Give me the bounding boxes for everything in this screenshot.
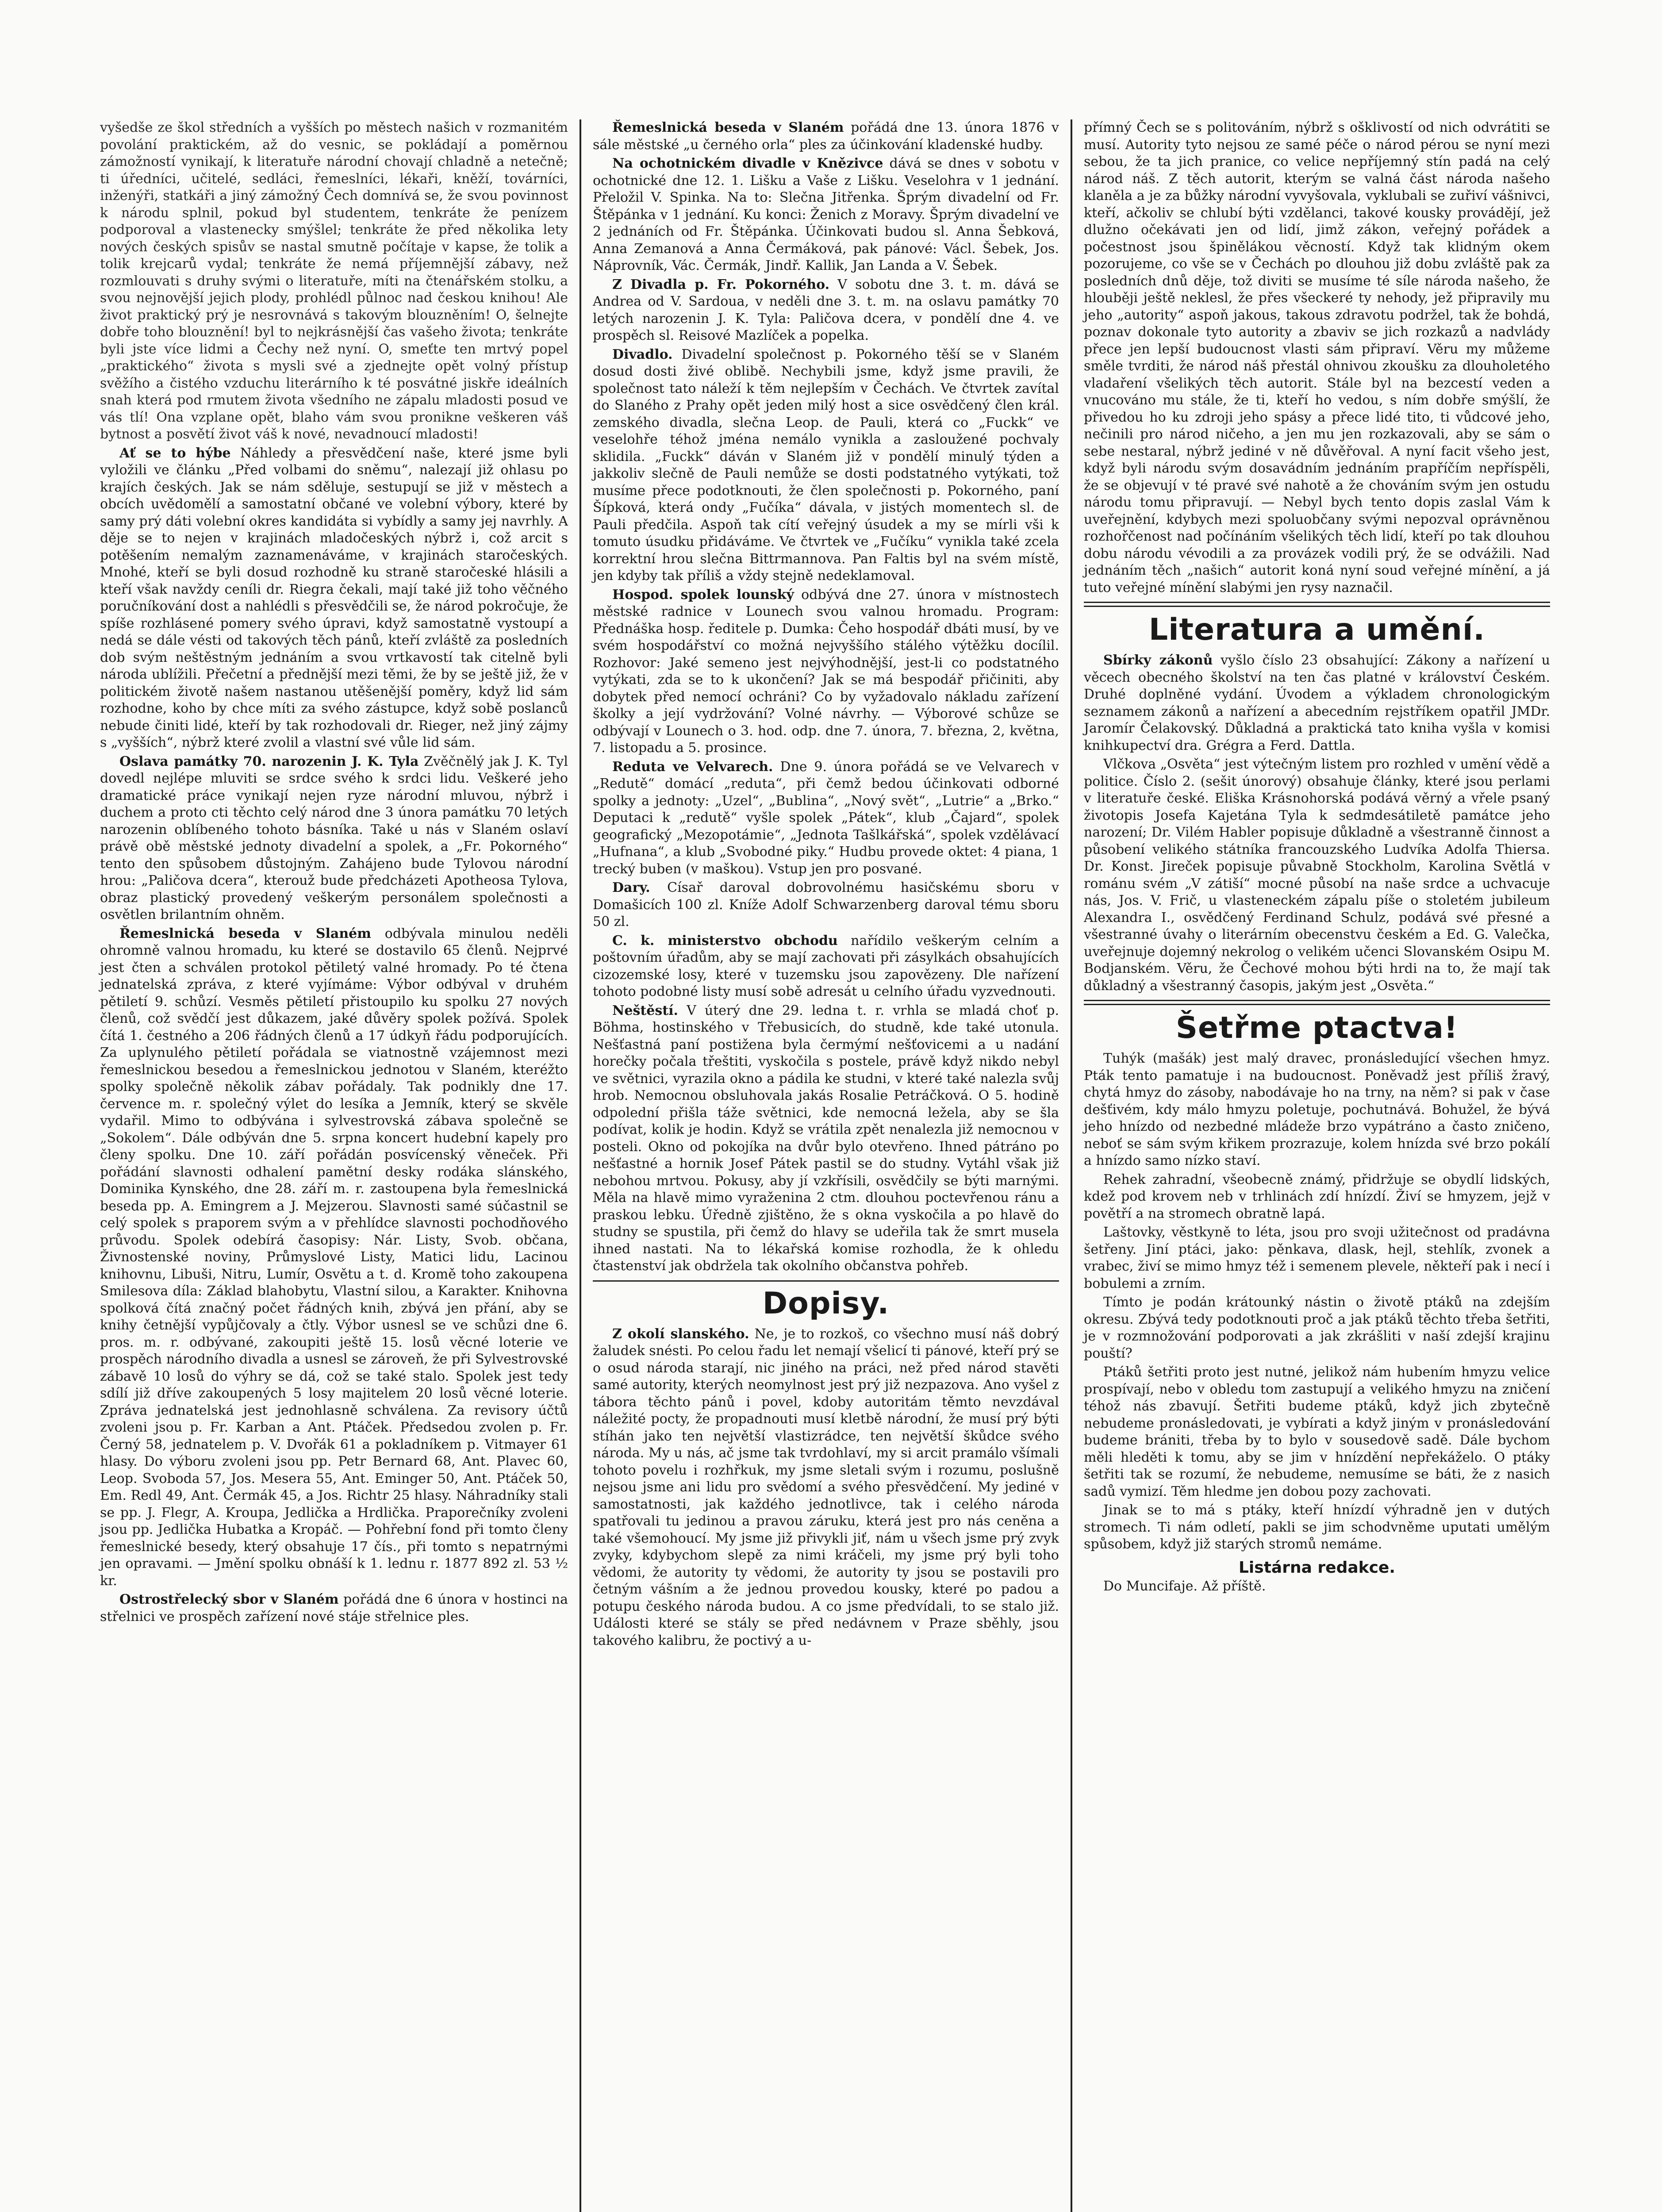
- article-osveta: Vlčkova „Osvěta“ jest výtečným listem pro rozhled v umění vědě a politice. Číslo 2. (sešit únorový) obsahuje články, které jsou perlami v literatuře české. Eliška Krásnohorská podává věrný a vřele psaný životopis Josefa Kajetána Tyla k sedmdesátiletě památce jeho narození; Dr. Vilém Habler popisuje důkladně a všestranně činnost a působení velikého státníka francouzského Ludvíka Adolfa Thiersa. Dr. Konst. Jireček popisuje půvabně Stockholm, Karolina Světlá v románu svém „V zátiší“ mocné působí na naše srdce a uchvacuje nás, Jos. V. Frič, u vlasteneckém zápalu píše o stoletém jubileum Alexandra I., osvědčený Ferdinand Schulz, podává své přesné a všestranné úvahy o literárním obecenstvu českém a Ed. G. Valečka, uveřejnuje dojemný nekrolog o velikém učenci Slovanském Osipu M. Bodjanském. Věru, že Čechové mohou býti hrdi na to, že mají tak důkladný a všestranný časopis, jakým jest „Osvěta.“: [1084, 757, 1550, 994]
- article-heading: C. k. ministerstvo obchodu: [612, 933, 838, 949]
- article-heading: Reduta ve Velvarech.: [612, 759, 773, 775]
- article-hospodarsky-spolek: [593, 587, 1059, 757]
- article-nastin: Tímto je podán krátounký nástin o životě ptáků na zdejším okresu. Zbývá tedy podotknouti proč a jak ptáků těchto třeba šetřiti, je v rozmnožování podporovati a jak zkrášliti v naší zdejší krajinu pouští?: [1084, 1294, 1550, 1361]
- article-heading: Z okolí slanského.: [612, 1326, 749, 1342]
- section-title-dopisy: Dopisy.: [762, 1286, 890, 1321]
- article-ptaku-setriti: Ptáků šetřiti proto jest nutné, jelikož nám hubením hmyzu velice prospívají, nebo v obledu tom zastupují a velikého hmyzu na zničení téhož nás zbavují. Šetřiti budeme ptáků, když jich zbytečně nebudeme pronásledovati, je vybírati a když jiným v pronásledování budeme brániti, třeba by to bylo v sousedově sadě. Dále bychom měli hleděti k tomu, aby se jim v hnízdění nepřekáželo. O ptáky šetřiti tak se rozumí, že nebudeme, nemusíme se báti, že z nasich sadů vymizí. Těm hledme jen dobou pozy zachovati.: [1084, 1364, 1550, 1499]
- article-rehek: Rehek zahradní, všeobecně známý, přidržuje se obydlí lidských, kdež pod krovem neb v trhlinách zdí hnízdí. Živí se hmyzem, jejž v povětří a na stromech obratně lapá.: [1084, 1171, 1550, 1221]
- listarna-redakce-title: Listárna redakce.: [1238, 1558, 1396, 1577]
- article-lastovky: Laštovky, věstkyně to léta, jsou pro svoji užitečnost od pradávna šetřeny. Jiní ptáci, jako: pěnkava, dlask, hejl, stehlík, zvonek a vrabec, živí se mimo hmyz též i semenem plevele, někteří pak i necí i bobulemi a zrním.: [1084, 1225, 1550, 1291]
- article-body: odbývala minulou neděli ohromně valnou hromadu, ku které se dostavilo 65 členů. Nejprvé jest čten a schválen protokol pětiletý valné hromady. Po té čtena jednatelská zpráva, z které vyjímáme: Výbor odbýval v druhém pětiletí 9. schůzí. Vesměs pětiletí přistoupilo ku spolku 27 nových členů, což svědčí jest důkazem, jaké důvěry spolek požívá. Spolek čítá 1. čestného a 206 řádných členů a 17 údkyň řádu podporujících. Za uplynulého pětiletí pořádala se viatnostně vzájemnost mezi řemeslnickou besedou a řemeslnickou jednotou v Slaném, kteréžto spolky společně několik zábav pořádaly. Tak podnikly dne 17. července m. r. společný výlet do lesíka a Jemník, který se skvěle vydařil. Mimo to odbývána i sylvestrovská zábava společně se „Sokolem“. Dále odbýván dne 5. srpna koncert hudební kapely pro členy spolku. Dne 10. září pořádán posvícenský věneček. Při pořádání slavnosti odhalení pamětní desky rodáka slánského, Dominika Kynského, dne 28. září m. r. zastoupena byla řemeslnická beseda pp. A. Emingrem a J. Mejzerou. Slavnosti samé súčastnil se celý spolek s praporem svým a v přehlídce slavnosti pochodňového průvodu. Spolek odebírá časopisy: Nár. Listy, Svob. občana, Živnostenské noviny, Průmyslové Listy, Matici lidu, Lacinou knihovnu, Libuši, Nitru, Lumír, Osvětu a t. d. Kromě toho zakoupena Smilesova díla: Základ blahobytu, Vlastní silou, a Karakter. Knihovna spolková čítá značný počet řádných knih, zbývá jen přání, aby se knihy četnější vypůjčovaly a čtly. Výbor usnesl se ve schůzi dne 6. pros. m. r. odbývané, zakoupiti ještě 15. losů věcné loterie ve prospěch národního divadla a usnesl se zároveň, že při Sylvestrovské zábavě 10 losů do výhry se dá, což se také stalo. Spolek jest tedy sdílí již dříve zakoupených 5 losy majitelem 20 losů věcné loterie. Zpráva jednatelská jest jednohlasně schválena. Za revisory účtů zvoleni jsou p. Fr. Karban a Ant. Ptáček. Předsedou zvolen p. Fr. Černý 58, jednatelem p. V. Dvořák 61 a pokladníkem p. Vitmayer 61 hlasy. Do výboru zvoleni jsou pp. Petr Bernard 68, Ant. Plavec 60, Leop. Svoboda 57, Jos. Mesera 55, Ant. Eminger 50, Ant. Ptáček 50, Em. Redl 49, Ant. Čermák 45, a Jos. Richtr 25 hlasy. Náhradníky stali se pp. J. Flegr, A. Kroupa, Jedlička a Hrdlička. Praporečníky zvoleni jsou pp. Jedlička Hubatka a Kropáč. — Pohřební fond při tomto členy řemeslnické besedy, který obsahuje 17 čís., při tomto s nepatrnými jen opravami. — Jmění spolku obnáší k 1. lednu r. 1877 892 zl. 53 ½ kr.: [100, 926, 568, 1589]
- article-ostrostrelecky-sbor: [100, 1591, 568, 1625]
- article-body: dává se dnes v sobotu v ochotnické dne 12. 1. Lišku a Vaše z Lišku. Veselohra v 1 jednání. Přeložil V. Spinka. Na to: Slečna Jitřenka. Šprým divadelní od Fr. Štěpánka v 1 jednání. Ku konci: Ženich z Moravy. Šprým divadelní ve 2 jednáních od Fr. Štěpánka. Účinkovati budou sl. Anna Šebková, Anna Zemanová a Anna Čermáková, pak pánové: Václ. Šebek, Jos. Náprovník, Vác. Čermák, Jindř. Kallik, Jan Landa a V. Šebek.: [593, 156, 1059, 273]
- section-divider: [593, 1280, 1059, 1282]
- article-body: Zvěčnělý jak J. K. Tyl dovedl nejlépe mluviti se srdce svého k srdci lidu. Veškeré jeho dramatické práce vynikají nejen ryze národní mluvou, nýbrž i duchem a proto cti těchto celý národ dne 3 února památku 70 letých narozenin oblíbeného tohoto básníka. Také u nás v Slaném oslaví právě obě městské jednoty divadelní a spolek, a „Fr. Pokorného“ tento den spůsobem důstojným. Zahájeno bude Tylovou národní hrou: „Paličova dcera“, kterouž bude předcházeti Apotheosa Tylova, obraz plastický provedený veškerým personálem společnosti a osvětlen brilantním ohněm.: [100, 753, 568, 922]
- article-dary: [593, 879, 1059, 931]
- section-divider: [1084, 602, 1550, 607]
- column-3: [1071, 119, 1562, 2212]
- section-title-literatura: Literatura a umění.: [1148, 612, 1485, 647]
- article-body: pořádá dne 6 února v hostinci na střelnici ve prospěch zařízení nové stáje střelnice ples.: [100, 1592, 568, 1624]
- article-body: pořádá dne 13. února 1876 v sále městské „u černého orla“ ples za účinkování kladenské hudby.: [593, 120, 1059, 153]
- article-body: Divadelní společnost p. Pokorného těší se v Slaném dosud dosti živé oblibě. Nechybili jsme, když jsme pravili, že společnost tato náleží k těm nejlepším v Čechách. Ve čtvrtek zavítal do Slaného z Prahy opět jeden milý host a sice osvědčený člen král. zemského divadla, slečna Leop. de Pauli, která co „Fuckk“ ve veselohře téhož jména nemálo vynikla a zasloužené pochvaly sklidila. „Fuckk“ dáván v Slaném již v pondělí minulý týden a jakkoliv slečně de Pauli nemůže se dosti podstatného vytýkati, tož musíme přece podotknouti, že člen společnosti p. Pokorného, paní Šípková, která ondy „Fučíka“ dávala, v jistých momentech sl. de Pauli předčila. Aspoň tak cítí veřejný úsudek a my se mírli vši k tomuto úsudku přidáváme. Ve čtvrtek ve „Fučíku“ vynikla také zcela korrektní hrou slečna Bittrmannova. Pan Faltis byl na svém místě, jen kdyby tak příliš a vždy stejně nedeklamoval.: [593, 346, 1059, 584]
- article-heading: Řemeslnická beseda v Slaném: [119, 926, 371, 941]
- article-sbirky-zakonu: [1084, 652, 1550, 754]
- column-1: [88, 119, 580, 2212]
- article-body: V sobotu dne 3. t. m. dává se Andrea od V. Sardoua, v neděli dne 3. t. m. na oslavu památky 70 letých narozenin J. K. Tyla: Paličova dcera, v pondělí dne 4. ve prospěch sl. Reisové Mazlíček a popelka.: [593, 276, 1059, 343]
- listarna-redakce-text: Do Muncifaje. Až příště.: [1103, 1578, 1266, 1594]
- article-nestesti: [593, 1002, 1059, 1275]
- article-body: Císař daroval dobrovolnému hasičskému sboru v Domašicích 100 zl. Kníže Adolf Schwarzenberg daroval tému sboru 50 zl.: [593, 880, 1059, 929]
- article-dopis-continuation: přímný Čech se s politováním, nýbrž s ošklivostí od nich odvrátiti se musí. Autority tyto nejsou ze samé péče o národ pérou se nyní mezi sebou, že ta jich pranice, co velice nepříjemný stín padá na celý národ náš. Z těch autorit, kterým se valná část národa našeho klaněla a je za bůžky národní vyvyšovala, vyklubali se zuřiví vášnivci, kteří, ačkoliv se chlubí býti vzdělanci, takové kousky provádějí, jež dlužno očekávati jen od lidí, jimž zákon, veřejný pořádek a počestnost jsou špinělákou věcností. Když tak klidným okem pozorujeme, co vše se v Čechách po dlouhou již dobu zvláště pak za posledních dnů děje, tož diviti se musíme té síle národa našeho, že hlouběji ještě neklesl, že přes všeckeré ty nehody, jež připravily mu jeho „autority“ aspoň jakous, takous zdravotu podržel, tak že bohdá, poznav dokonale tyto autority a zbaviv se jich rozkazů a nadvlády přece jen lepší budoucnost vlasti sám připraví. Věru my můžeme směle tvrditi, že národ náš přestál ohnivou zkoušku za dlouholetého vladaření všelikých těch autorit. Stále byl na bezcestí veden a vnucováno mu stále, že ti, kteří ho vedou, s ním dobře smýšlí, že přivedou ho ku zdroji jeho spásy a přece lidé tito, ti vůdcové jeho, nečinili pro národ ničeho, a jen mu jen rozkazovali, aby se sám o sebe nestaral, nýbrž jediné v ně důvěřoval. A nyní facit všeho jest, když byli národu svým dosavádním jednáním prapříčím nepříspěli, že se objevují v té pravé své nahotě a že chováním svým jen ostudu národu tomu připravují. — Nebyl bych tento dopis zaslal Vám k uveřejnění, kdybych mezi spoluobčany svými nepozval oprávněnou rozhořčenost nad počínáním všelikých těch lidí, kteří po tak dlouhou dobu národu vévodili a za provázek vodili prý, že se odvážili. Nad jednáním těch „našich“ autorit koná nyní soud veřejné mínění, a já tuto veřejné mínění slabými jen rysy naznačil.: [1084, 120, 1550, 595]
- article-reduta: [593, 759, 1059, 878]
- article-heading: Ať se to hýbe: [119, 445, 231, 461]
- article-body: Ne, je to rozkoš, co všechno musí náš dobrý žaludek snésti. Po celou řadu let nemají všelicí ti pánové, kteří prý se o osud národa starají, nic jiného na práci, než před národ stavěti samé autority, kterých neomylnost jest prý již nezpazova. Ano vyšel z tábora těchto pánů i povel, kdoby autoritám těmto nevzdával náležité pocty, že propadnouti musí kletbě národní, že musí prý býti stíhán jako ten největší vlastizrádce, ten největší škůdce svého národa. My u nás, ač jsme tak tvrdohlaví, my si arcit pramálo všímali tohoto povelu i rozhřkuk, my jsme sletali svým i rozumu, poslušně nejsou jsme ani lidu pro svědomí a svého přesvědčení. My jediné v samostatnosti, jak každého jednotlivce, tak i celého národa spatřovali tu jedinou a pravou záruku, která jest pro nás ceněna a také všemohoucí. My jsme již přivykli jiť, nám u všech jsme prý zvyk zvyky, kdybychom slepě za nimi kráčeli, my jsme prý byli toho vědomi, že autority ty vědomi, že autority ty jsou se postavili pro četným vášním a že jednou provedou kousky, které po padou a potupu českého národa budou. A co jsme předvídali, to se stalo již. Události které se stály se před nedávnem v Praze sběhly, jsou takového kalibru, že poctivý a u-: [593, 1326, 1059, 1648]
- article-heading: Neštěstí.: [612, 1002, 678, 1018]
- article-divadlo: [593, 346, 1059, 585]
- article-beseda-ples: [593, 119, 1059, 154]
- article-heading: Z Divadla p. Fr. Pokorného.: [612, 276, 830, 292]
- article-ministerstvo: [593, 933, 1059, 1001]
- article-body: odbývá dne 27. února v místnostech městské radnice v Lounech svou valnou hromadu. Program: Přednáška hosp. ředitele p. Dumka: Čeho hospodář dbáti musí, by ve svém hospodářství co možná nejvyššího stálého výtěžku docílil. Rozhovor: Jaké semeno jest nejvýhodnější, jest-li co podstatného vytýkati, zda se to k ukončení? Jak se má bespodář přičiniti, aby dobytek před nemocí ochráni? Co by vyžadovalo nákladu zařízení školky a její vydržování? Volné návrhy. — Výborové schůze se odbývají v Lounech o 3. hod. odp. dne 7. února, 7. března, 2, května, 7. listopadu a 5. prosince.: [593, 587, 1059, 756]
- article-duté-stromy: Jinak se to má s ptáky, kteří hnízdí výhradně jen v dutých stromech. Ti nám odletí, pakli se jim schodvněme uputati umělým spůsobem, když již starých stromů nemáme.: [1084, 1502, 1550, 1552]
- column-2: [580, 119, 1071, 2212]
- article-ochotnicke-divadlo: [593, 155, 1059, 275]
- article-heading: Řemeslnická beseda v Slaném: [612, 120, 844, 135]
- article-heading: Na ochotnickém divadle v Knězivce: [612, 156, 883, 171]
- article-remeslnicka-beseda: [100, 926, 568, 1590]
- article-body: V úterý dne 29. ledna t. r. vrhla se mladá choť p. Böhma, hostinského v Třebusicích, do studně, kde také utonula. Nešťastná paní postižena byla čermýmí nešťovicemi a u nadání horečky počala třeštiti, vyskočila s postele, právě když nikdo nebyl ve světnici, vyrazila okno a pádila ke studni, v které také nalezla svůj hrob. Nemocnou obsluhovala jakás Rosalie Petráčková. O 5. hodině odpolední přišla táže světnici, kde nemocná ležela, aby se šla podívat, kolik je hodin. Když se vrátila zpět nenalezla již nemocnou v posteli. Okno od pokojíka na dvůr bylo otevřeno. Ihned pátráno po nešťastné a hornik Josef Pátek pastil se do studny. Vytáhl však již nebohou mrtvou. Pokusy, aby jí vzkřísili, osvědčily se býti marnými. Měla na hlavě mimo vyraženina 2 ctm. dlouhou poctevřenou ránu a praskou lebku. Úředně zjištěno, že s okna vyskočila a po hlavě do studny se spustila, při čemž do hlavy se udeřila tak že smrt musela ihned nastati. Na to lékařská komise rozhodla, že k ohledu čtastenství jak obdržela tak okolního občanstva pohřeb.: [593, 1002, 1059, 1274]
- article-z-okoli-slanskeho: [593, 1326, 1059, 1650]
- article-heading: Ostrostřelecký sbor v Slaném: [119, 1592, 339, 1607]
- article-tyl-anniversary: [100, 753, 568, 924]
- article-divadlo-pokorny: [593, 276, 1059, 345]
- section-title-setrme-ptactva: Šetřme ptactva!: [1176, 1010, 1458, 1045]
- article-heading: Dary.: [612, 880, 650, 895]
- article-tuhyk: Tuhýk (mašák) jest malý dravec, pronásledující všechen hmyz. Pták tento pamatuje i na budoucnost. Poněvadž jest příliš žravý, chytá hmyz do zásoby, nabodávaje ho na trny, na něm? si pak v čase dešťivém, kdy málo hmyzu poletuje, pochutnává. Bohužel, že bývá jeho hnízdo od nezbedné mládeže brzo vypátráno a často zničeno, neboť se sám svým křikem prozrazuje, kolem hnízda své brzo pokálí a hnízdo samo nízko staví.: [1084, 1051, 1550, 1168]
- section-divider: [1084, 1000, 1550, 1005]
- article-heading: Oslava památky 70. narozenin J. K. Tyla: [119, 753, 419, 769]
- article-heading: Hospod. spolek lounský: [612, 587, 794, 603]
- article-heading: Sbírky zákonů: [1103, 653, 1213, 668]
- article-body: vyšlo číslo 23 obsahující: Zákony a nařízení u věcech obecného školství na ten čas platné v království Českém. Druhé doplněné vydání. Úvodem a výkladem chronologickým seznamem zákonů a nařízení a abecedním rejstříkem opatřil JMDr. Jaromír Čelakovský. Důkladná a praktická tato kniha vyšla v komisi knihkupectví dra. Grégra a Ferd. Dattla.: [1084, 653, 1551, 753]
- article-body: nařídilo veškerým celním a poštovním úřadům, aby se mají zachovati při zásylkách obsahujících cizozemské losy, které v tuzemsku jsou zapovězeny. Dle nařízení tohoto podobné listy musí sobě adresát u celního úřadu vyzvednouti.: [593, 933, 1059, 999]
- article-body: Dne 9. února pořádá se ve Velvarech v „Redutě“ domácí „reduta“, při čemž bedou účinkovati odborné spolky a jednoty: „Uzel“, „Bublina“, „Nový svět“, „Lutrie“ a „Brko.“ Deputaci k „redutě“ vyšle spolek „Pátek“, klub „Čajard“, spolek geografický „Mezopotámie“, „Jednota Tašlkářská“, spolek vzdělávací „Hufnana“, a klub „Svobodné piky.“ Hudbu provede oktet: 4 piana, 1 trecký buben (v maškou). Vstup jen pro posvané.: [593, 759, 1059, 877]
- newspaper-page: [88, 119, 1562, 2212]
- article-literature-continuation: vyšedše ze škol středních a vyšších po městech našich v rozmanitém povolání praktickém, až do vesnic, se pokládají a poměrnou zámožností vynikají, k literatuře národní chovají chladně a netečně; ti úředníci, učitelé, sedláci, řemeslníci, lékaři, kněží, továrníci, inženýři, statkáři a jiný zámožný Čech domnívá se, že svou povinnost k národu splnil, pokud byl studentem, tenkráte že penízem podporoval a vlastenecky smýšlel; tenkráte že před několika lety nových českých spisův se nastal smutně počítaje v kapse, že tolik a tolik krejcarů vydal; tenkráte že nemá příjemnější zábavy, než rozmlouvati s druhy svými o literatuře, míti na čtenářském stolku, a svou nejnovější jejich plody, prohlédl půlnoc nad českou knihou! Ale život praktický prý je nesrovnává s takovým blouzněním! O, šelnejte dobře toho blouznění! byl to nejkrásnější čas vašeho života; tenkráte byli jste více lidmi a Čechy než nyní. O, smeťte ten mrtvý popel „praktického“ života s mysli své a zjednejte opět volný přístup svěžího a čistého vzduchu literárního k té posvátné jiskře ideálních snah která pod rmutem života všedního ne zápalu mladosti posud ve vás tlí! Ona vzplane opět, blaho vám svou pronikne veškeren váš bytnost a posvětí život váš k nové, nevadnoucí mladosti!: [100, 120, 568, 442]
- article-at-se-to-hybe: [100, 445, 568, 752]
- article-heading: Divadlo.: [612, 346, 673, 362]
- article-body: Náhledy a přesvědčení naše, které jsme byli vyložili ve článku „Před volbami do sněmu“, nalezají již ohlasu po krajích českých. Jak se nám sděluje, sestupují se již v městech a obcích uvědomělí a samostatní občané ve volební výbory, které by samy prý dáti volební okres kandidáta si vybídly a samy jej navrhly. A děje se to nejen v krajinách mladočeských nýbrž i, což arcit s potěšením nemalým zaznamenáváme, v krajinách staročeských. Mnohé, kteří se byli dosud rozhodně ku straně staročeské hlásili a kteří však navždy ceníli dr. Riegra čekali, mají také již toho věčného poručníkování dost a nahlédli s přesvědčili se, že národ pokročuje, že spíše rozhlásené pomery svého úpravi, když samostatně vystoupí a nedá se dále vésti od takových těch pánů, kteří zvláště za posledních dob svým neštěstným jednáním a svou vrtkavostí tak citelně byli národa ublížili. Přečetní a přednější mezi těmi, že by se ještě již, že v politickém životě našem nastanou utěšenější poměry, když lid sám rozhodne, koho by chce míti za svého zástupce, když sobě poslanců nebude činiti lidé, kteří by tak rozhodovali dr. Rieger, než jiný zájmy s „vyšších“, nýbrž které zvolil a vlastní své vůle lid sám.: [100, 445, 568, 750]
